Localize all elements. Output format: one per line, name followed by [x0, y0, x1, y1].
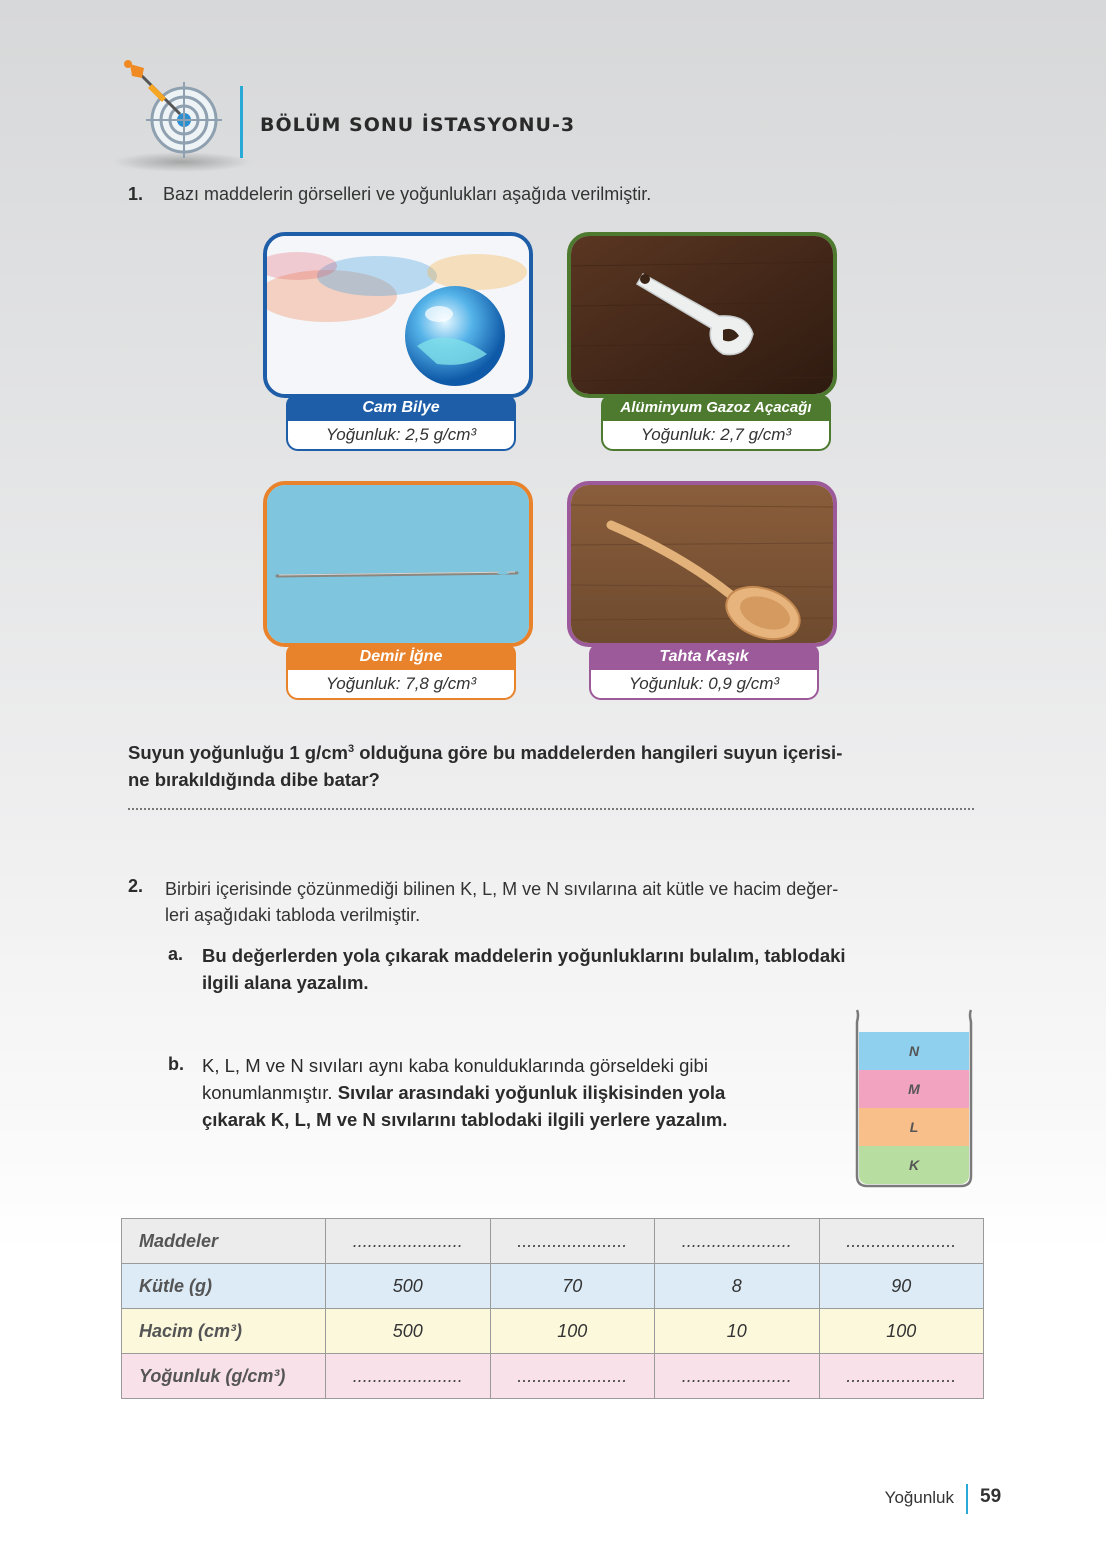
- hacim-cell: 500: [326, 1309, 491, 1354]
- question-1-number: 1.: [128, 184, 144, 204]
- density-bottle-opener: Yoğunluk: 2,7 g/cm³: [601, 421, 831, 451]
- footer-divider: [966, 1484, 968, 1514]
- section-title: BÖLÜM SONU İSTASYONU-3: [260, 114, 576, 136]
- density-wooden-spoon: Yoğunluk: 0,9 g/cm³: [589, 670, 819, 700]
- row-label-hacim: Hacim (cm³): [122, 1309, 326, 1354]
- data-table: [121, 1218, 984, 1399]
- question-2-text: [165, 876, 980, 928]
- page-number: 59: [980, 1486, 1002, 1507]
- hacim-cell: 100: [819, 1309, 984, 1354]
- blank-cell[interactable]: ......................: [655, 1219, 820, 1264]
- layer-n: N: [859, 1032, 969, 1070]
- dart-target-icon: [122, 58, 222, 162]
- question-1-prompt-part-c: ne bırakıldığında dibe batar?: [128, 769, 380, 791]
- part-b-line3: çıkarak K, L, M ve N sıvılarını tablodaki ilgili yerlere yazalım.: [202, 1109, 728, 1130]
- row-label-yogunluk: Yoğunluk (g/cm³): [122, 1354, 326, 1399]
- part-b-line2-bold: Sıvılar arasındaki yoğunluk ilişkisinden yola: [337, 1082, 726, 1103]
- row-maddeler: [122, 1219, 984, 1264]
- question-2-number: 2.: [128, 876, 144, 896]
- label-wooden-spoon: Tahta Kaşık: [589, 644, 819, 670]
- blank-cell[interactable]: ......................: [819, 1354, 984, 1399]
- hacim-cell: 10: [655, 1309, 820, 1354]
- question-1-text: Bazı maddelerin görselleri ve yoğunlukları aşağıda verilmiştir.: [163, 184, 652, 204]
- label-glass-marble: Cam Bilye: [286, 395, 516, 421]
- blank-cell[interactable]: ......................: [655, 1354, 820, 1399]
- part-a-text: [202, 942, 978, 996]
- layer-m: M: [859, 1070, 969, 1108]
- answer-line[interactable]: [128, 808, 974, 810]
- wooden-spoon-image: [571, 485, 833, 643]
- label-iron-needle: Demir İğne: [286, 644, 516, 670]
- part-a-text-line2: ilgili alana yazalım.: [202, 972, 369, 993]
- label-bottle-opener: Alüminyum Gazoz Açacağı: [601, 395, 831, 421]
- question-1-prompt-part-a: Suyun yoğunluğu 1 g/cm: [128, 742, 348, 764]
- card-wooden-spoon: [567, 481, 837, 647]
- iron-needle-image: [267, 485, 529, 643]
- question-2-text-line1: Birbiri içerisinde çözünmediği bilinen K, L, M ve N sıvılarına ait kütle ve hacim değer-: [165, 879, 839, 899]
- beaker-outline: [855, 1008, 973, 1188]
- blank-cell[interactable]: ......................: [490, 1354, 655, 1399]
- question-1-prompt-sup: 3: [347, 743, 355, 755]
- part-b-line2-plain: konumlanmıştır.: [202, 1082, 338, 1103]
- header-divider: [240, 86, 243, 158]
- part-b-line1: K, L, M ve N sıvıları aynı kaba konulduklarında görseldeki gibi: [202, 1055, 708, 1076]
- card-bottle-opener: [567, 232, 837, 398]
- blank-cell[interactable]: ......................: [490, 1219, 655, 1264]
- row-yogunluk: [122, 1354, 984, 1399]
- glass-marble-image: [267, 236, 529, 394]
- beaker-diagram: [855, 1008, 973, 1188]
- question-1-prompt: [128, 736, 978, 793]
- part-b-label: b.: [168, 1054, 184, 1074]
- part-a-text-line1: Bu değerlerden yola çıkarak maddelerin yoğunluklarını bulalım, tablodaki: [202, 945, 846, 966]
- kutle-cell: 500: [326, 1264, 491, 1309]
- kutle-cell: 8: [655, 1264, 820, 1309]
- card-glass-marble: [263, 232, 533, 398]
- row-kutle: [122, 1264, 984, 1309]
- row-label-maddeler: Maddeler: [122, 1219, 326, 1264]
- bottle-opener-image: [571, 236, 833, 394]
- kutle-cell: 70: [490, 1264, 655, 1309]
- question-2-text-line2: leri aşağıdaki tabloda verilmiştir.: [165, 905, 421, 925]
- blank-cell[interactable]: ......................: [819, 1219, 984, 1264]
- part-a-label: a.: [168, 944, 184, 964]
- kutle-cell: 90: [819, 1264, 984, 1309]
- density-iron-needle: Yoğunluk: 7,8 g/cm³: [286, 670, 516, 700]
- question-1-prompt-part-b: olduğuna göre bu maddelerden hangileri suyun içerisi-: [354, 742, 843, 764]
- part-b-text: [202, 1052, 842, 1133]
- layer-k: K: [859, 1146, 969, 1184]
- blank-cell[interactable]: ......................: [326, 1219, 491, 1264]
- row-label-kutle: Kütle (g): [122, 1264, 326, 1309]
- density-glass-marble: Yoğunluk: 2,5 g/cm³: [286, 421, 516, 451]
- footer-chapter: Yoğunluk: [884, 1488, 954, 1507]
- card-iron-needle: [263, 481, 533, 647]
- blank-cell[interactable]: ......................: [326, 1354, 491, 1399]
- layer-l: L: [859, 1108, 969, 1146]
- row-hacim: [122, 1309, 984, 1354]
- hacim-cell: 100: [490, 1309, 655, 1354]
